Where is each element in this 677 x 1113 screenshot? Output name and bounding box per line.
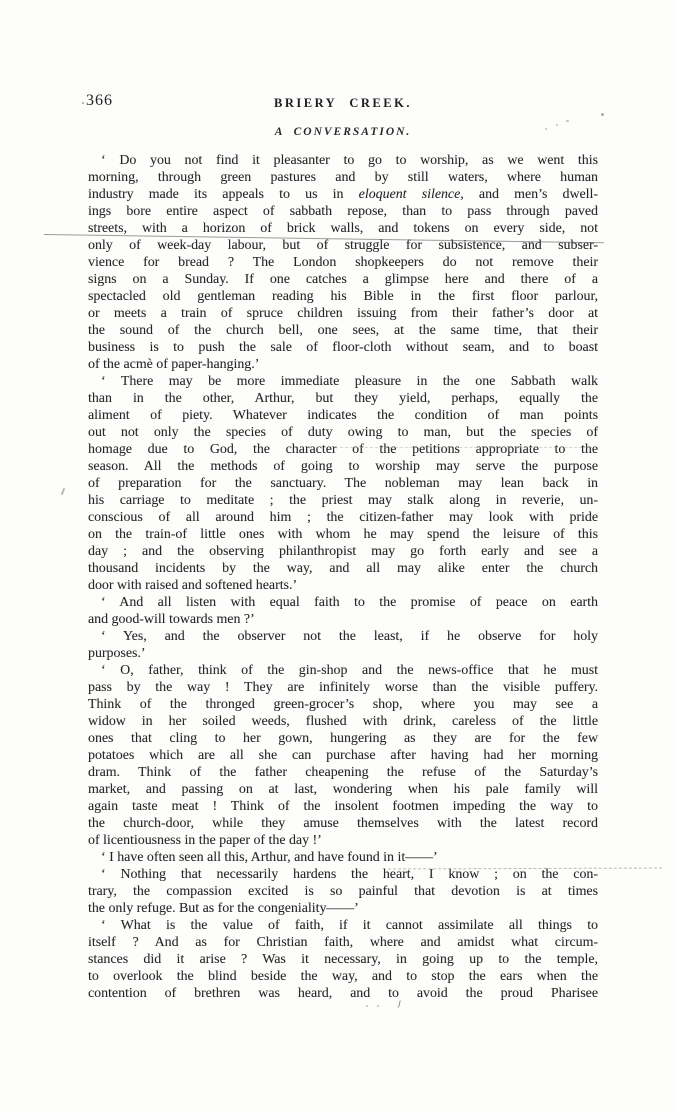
ink-speck xyxy=(566,120,569,122)
paragraph xyxy=(88,849,598,866)
ink-speck xyxy=(601,113,604,116)
text-line: morning, through green pastures and by still waters, where human xyxy=(88,170,598,185)
text-line: ‘ There may be more immediate pleasure in the one Sabbath walk xyxy=(101,374,598,389)
text-line: signs on a Sunday. If one catches a glimpse here and there of a xyxy=(88,272,598,287)
text-line: ‘ What is the value of faith, if it cannot assimilate all things to xyxy=(101,918,598,933)
ink-speck xyxy=(82,102,84,104)
text-line: thousand incidents by the way, and all may alike enter the church xyxy=(88,561,598,576)
paragraph xyxy=(88,917,598,1002)
text-line: ‘ And all listen with equal faith to the promise of peace on earth xyxy=(101,595,598,610)
text-line: and good-will towards men ?’ xyxy=(88,612,255,627)
text-line: itself ? And as for Christian faith, where and amidst what circum- xyxy=(88,935,598,950)
page-number: 366 xyxy=(86,92,113,109)
text-line: again taste meat ! Think of the insolent footmen impeding the way to xyxy=(88,799,598,814)
text-line: potatoes which are all she can purchase after having had her morning xyxy=(88,748,598,763)
text-line: spectacled old gentleman reading his Bible in the first floor parlour, xyxy=(88,289,598,304)
text-line: streets, with a horizon of brick walls, and tokens on every side, not xyxy=(88,221,598,236)
text-line: his carriage to meditate ; the priest may stalk along in reverie, un- xyxy=(88,493,598,508)
text-line: stances did it arise ? Was it necessary, in going up to the temple, xyxy=(88,952,598,967)
text-line: ings bore entire aspect of sabbath repose, than to pass through paved xyxy=(88,204,598,219)
text-line: ‘ I have often seen all this, Arthur, and have found in it——’ xyxy=(101,850,438,865)
text-segment: and men’s dwell- xyxy=(463,187,599,202)
text-line: only of week-day labour, but of struggle for subsistence, and subser- xyxy=(88,238,598,253)
ink-speck xyxy=(366,1005,368,1007)
italic-text-segment: eloquent silence, xyxy=(358,187,464,202)
text-line: the sound of the church bell, one sees, at the same time, that their xyxy=(88,323,598,338)
text-line: ‘ Yes, and the observer not the least, if he observe for holy xyxy=(101,629,598,644)
text-line: pass by the way ! They are infinitely worse than the visible puffery. xyxy=(88,680,598,695)
text-line: the church-door, while they amuse themselves with the latest record xyxy=(88,816,598,831)
text-line: market, and passing on at last, wondering when his pale family will xyxy=(88,782,598,797)
text-line: ones that cling to her gown, hungering as they are for the few xyxy=(88,731,598,746)
text-line: of licentiousness in the paper of the day !’ xyxy=(88,833,322,848)
text-line: out not only the species of duty owing to man, but the species of xyxy=(88,425,598,440)
text-segment: industry made its appeals to us in xyxy=(88,187,359,202)
paragraph xyxy=(88,866,598,917)
text-line: ‘ O, father, think of the gin-shop and the news-office that he must xyxy=(101,663,598,678)
text-line: ‘ Do you not find it pleasanter to go to worship, as we went this xyxy=(101,153,598,168)
text-line: vience for bread ? The London shopkeepers do not remove their xyxy=(88,255,598,270)
text-line: of preparation for the sanctuary. The nobleman may lean back in xyxy=(88,476,598,491)
text-line: trary, the compassion excited is so painful that devotion is at times xyxy=(88,884,598,899)
text-line: business is to push the sale of floor-cloth without seam, and to boast xyxy=(88,340,598,355)
text-line: purposes.’ xyxy=(88,646,146,661)
text-line: on the train-of little ones with whom he may spend the leisure of this xyxy=(88,527,598,542)
text-line: Think of the thronged green-grocer’s shop, where you may see a xyxy=(88,697,598,712)
text-line: contention of brethren was heard, and to avoid the proud Pharisee xyxy=(88,986,598,1001)
page-body xyxy=(88,152,598,1002)
text-line: season. All the methods of going to worship may serve the purpose xyxy=(88,459,598,474)
text-line: the only refuge. But as for the congeniality——’ xyxy=(88,901,359,916)
ink-speck xyxy=(377,1005,379,1007)
paragraph xyxy=(88,594,598,628)
section-title: A CONVERSATION. xyxy=(274,126,412,138)
text-line: homage due to God, the character of the petitions appropriate to the xyxy=(88,442,598,457)
paragraph xyxy=(88,373,598,594)
text-line: door with raised and softened hearts.’ xyxy=(88,578,298,593)
text-line: than in the other, Arthur, but they yield, perhaps, equally the xyxy=(88,391,598,406)
text-line xyxy=(88,186,598,203)
paragraph xyxy=(88,152,598,373)
text-line: aliment of piety. Whatever indicates the condition of man points xyxy=(88,408,598,423)
text-line: of the acmè of paper-hanging.’ xyxy=(88,357,260,372)
text-line: dram. Think of the father cheapening the refuse of the Saturday’s xyxy=(88,765,598,780)
text-line: conscious of all around him ; the citizen-father may look with pride xyxy=(88,510,598,525)
margin-tick-artifact xyxy=(61,488,65,495)
text-line: widow in her soiled weeds, flushed with drink, careless of the little xyxy=(88,714,598,729)
text-line: ‘ Nothing that necessarily hardens the heart, I know ; on the con- xyxy=(101,867,598,882)
paragraph xyxy=(88,628,598,662)
text-line: or meets a train of spruce children issuing from their father’s door at xyxy=(88,306,598,321)
running-title: BRIERY CREEK. xyxy=(274,96,412,110)
text-line: to overlook the blind beside the way, and to stop the ears when the xyxy=(88,969,598,984)
paragraph xyxy=(88,662,598,849)
text-line: day ; and the observing philanthropist may go forth early and see a xyxy=(88,544,598,559)
